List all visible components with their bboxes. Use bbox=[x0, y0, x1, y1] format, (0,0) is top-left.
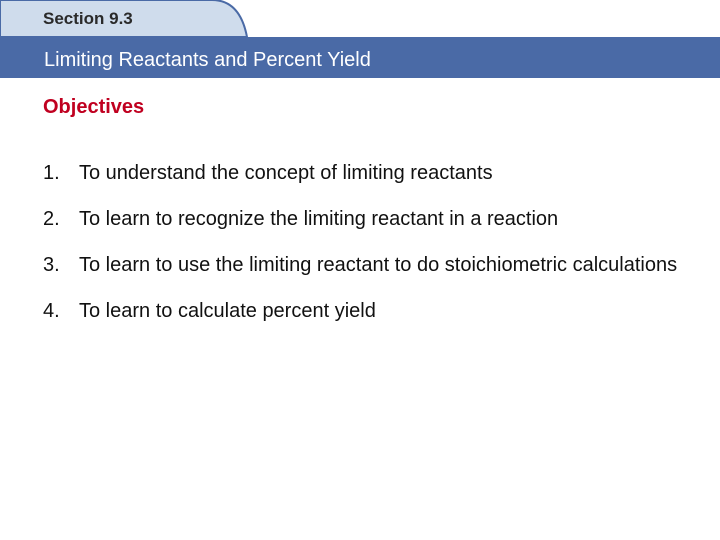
list-item bbox=[43, 150, 703, 196]
section-tab bbox=[0, 0, 260, 40]
list-item-text: To learn to calculate percent yield bbox=[79, 300, 376, 322]
list-item-number: 3. bbox=[43, 254, 60, 276]
list-item-number: 1. bbox=[43, 162, 60, 184]
list-item bbox=[43, 196, 703, 242]
list-item bbox=[43, 288, 703, 334]
list-item-number: 4. bbox=[43, 300, 60, 322]
objectives-heading: Objectives bbox=[43, 96, 145, 118]
page-title: Limiting Reactants and Percent Yield bbox=[44, 49, 371, 71]
section-label: Section 9.3 bbox=[43, 9, 133, 28]
list-item-text: To learn to recognize the limiting reactant in a reaction bbox=[79, 208, 559, 230]
list-item bbox=[43, 242, 703, 288]
list-item-text: To understand the concept of limiting reactants bbox=[79, 162, 493, 184]
title-bar bbox=[0, 37, 720, 78]
list-item-text: To learn to use the limiting reactant to do stoichiometric calculations bbox=[79, 254, 678, 276]
objectives-list bbox=[43, 150, 703, 334]
list-item-number: 2. bbox=[43, 208, 60, 230]
